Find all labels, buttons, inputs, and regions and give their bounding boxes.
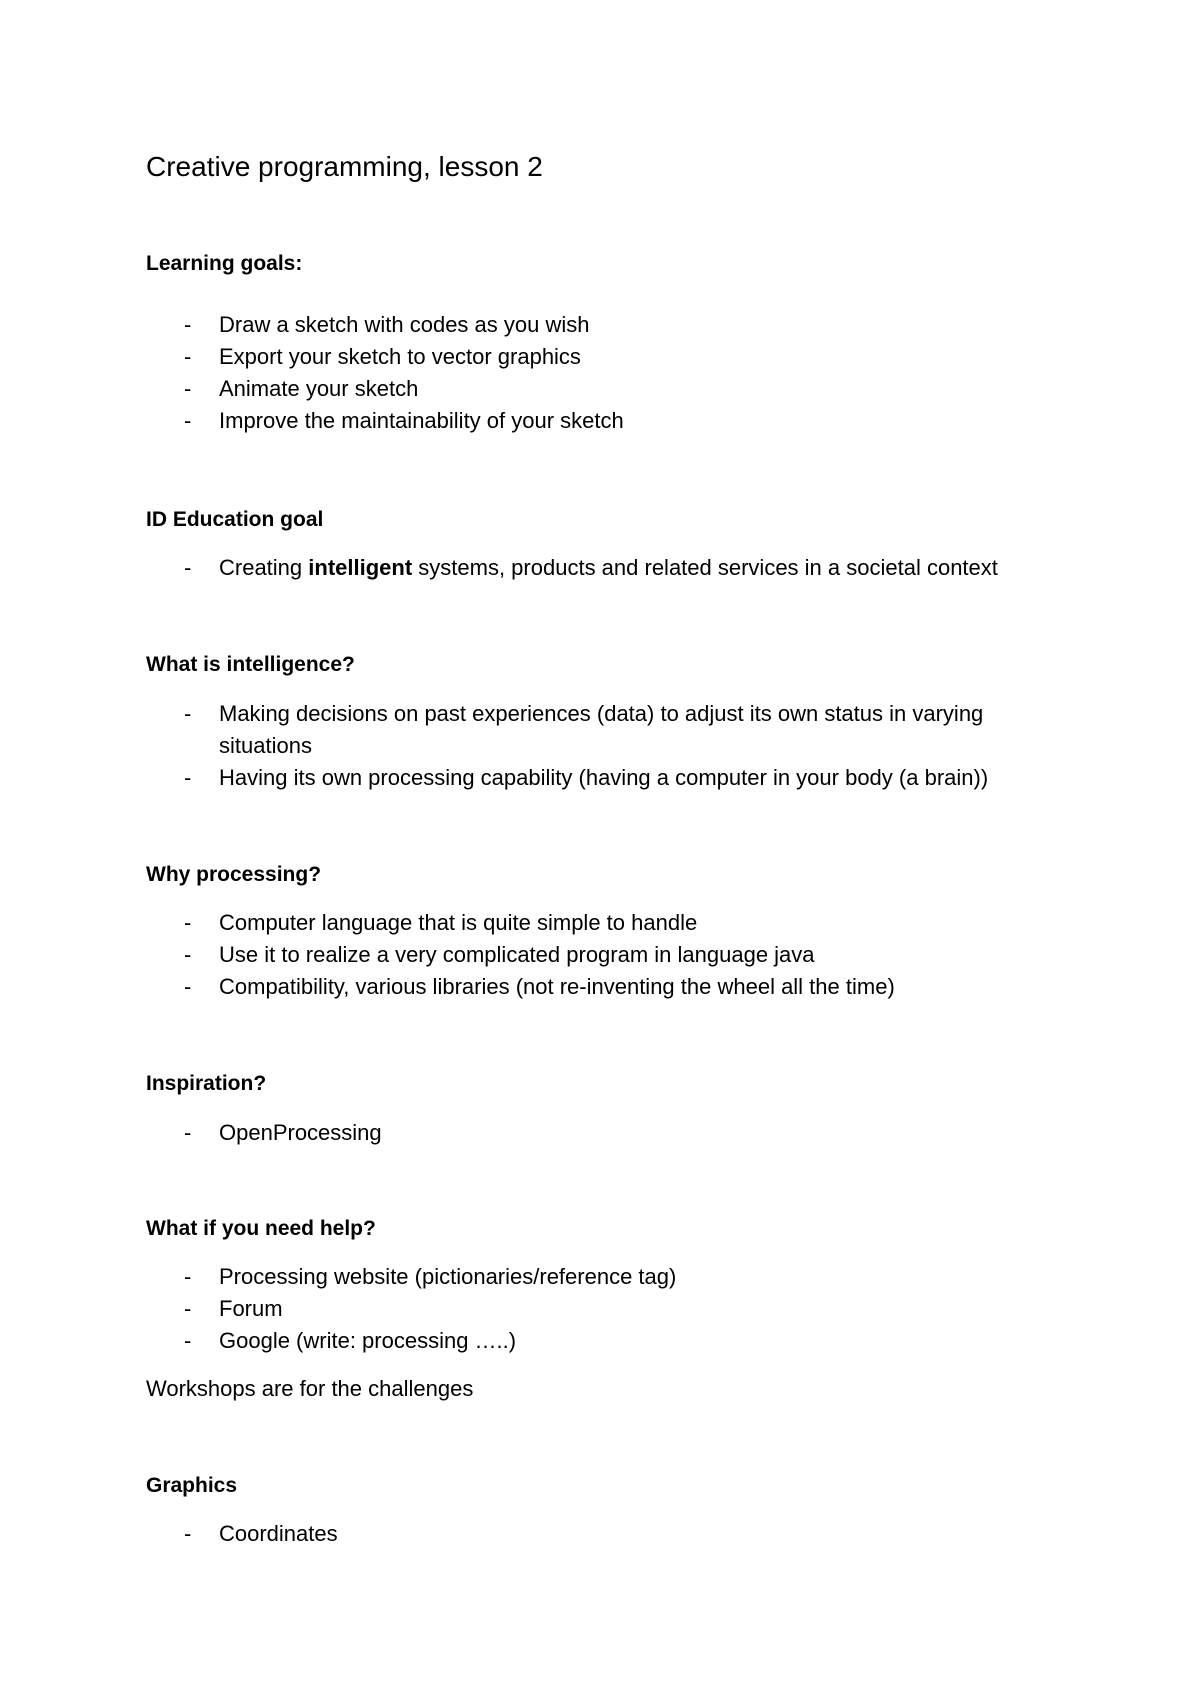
list-item: Draw a sketch with codes as you wish — [219, 312, 590, 337]
bullet-marker: - — [184, 1296, 192, 1321]
section-heading-what-is-intelligence: What is intelligence? — [146, 653, 355, 676]
paragraph-note: Workshops are for the challenges — [146, 1376, 474, 1401]
bullet-marker: - — [184, 1120, 192, 1145]
list-item: Making decisions on past experiences (data) to adjust its own status in varying — [219, 701, 984, 726]
list-item-continuation: situations — [219, 733, 312, 758]
bullet-marker: - — [184, 1328, 192, 1353]
bullet-marker: - — [184, 344, 192, 369]
bullet-marker: - — [184, 910, 192, 935]
list-item-text: systems, products and related services in a societal context — [412, 555, 998, 580]
bullet-marker: - — [184, 555, 192, 580]
bullet-marker: - — [184, 312, 192, 337]
section-heading-why-processing: Why processing? — [146, 863, 322, 886]
list-item: Computer language that is quite simple to handle — [219, 910, 698, 935]
section-heading-inspiration: Inspiration? — [146, 1072, 267, 1095]
emphasized-word: intelligent — [308, 555, 413, 580]
list-item: Google (write: processing …..) — [219, 1328, 517, 1353]
list-item: Forum — [219, 1296, 283, 1321]
list-item: Animate your sketch — [219, 376, 419, 401]
bullet-marker: - — [184, 765, 192, 790]
list-item: Export your sketch to vector graphics — [219, 344, 581, 369]
section-heading-graphics: Graphics — [146, 1474, 238, 1497]
list-item: Use it to realize a very complicated program in language java — [219, 942, 815, 967]
page-title: Creative programming, lesson 2 — [146, 151, 543, 182]
section-heading-id-education-goal: ID Education goal — [146, 508, 324, 531]
bullet-marker: - — [184, 942, 192, 967]
bullet-marker: - — [184, 974, 192, 999]
section-heading-learning-goals: Learning goals: — [146, 252, 303, 275]
section-heading-need-help: What if you need help? — [146, 1217, 376, 1240]
list-item: OpenProcessing — [219, 1120, 382, 1145]
list-item: Having its own processing capability (having a computer in your body (a brain)) — [219, 765, 989, 790]
list-item: Processing website (pictionaries/reference tag) — [219, 1264, 677, 1289]
list-item: Coordinates — [219, 1521, 338, 1546]
bullet-marker: - — [184, 1264, 192, 1289]
bullet-marker: - — [184, 376, 192, 401]
list-item-text: Creating — [219, 555, 309, 580]
list-item: Improve the maintainability of your sketch — [219, 408, 624, 433]
list-item — [219, 553, 998, 583]
bullet-marker: - — [184, 701, 192, 726]
bullet-marker: - — [184, 1521, 192, 1546]
bullet-marker: - — [184, 408, 192, 433]
list-item: Compatibility, various libraries (not re-inventing the wheel all the time) — [219, 974, 895, 999]
